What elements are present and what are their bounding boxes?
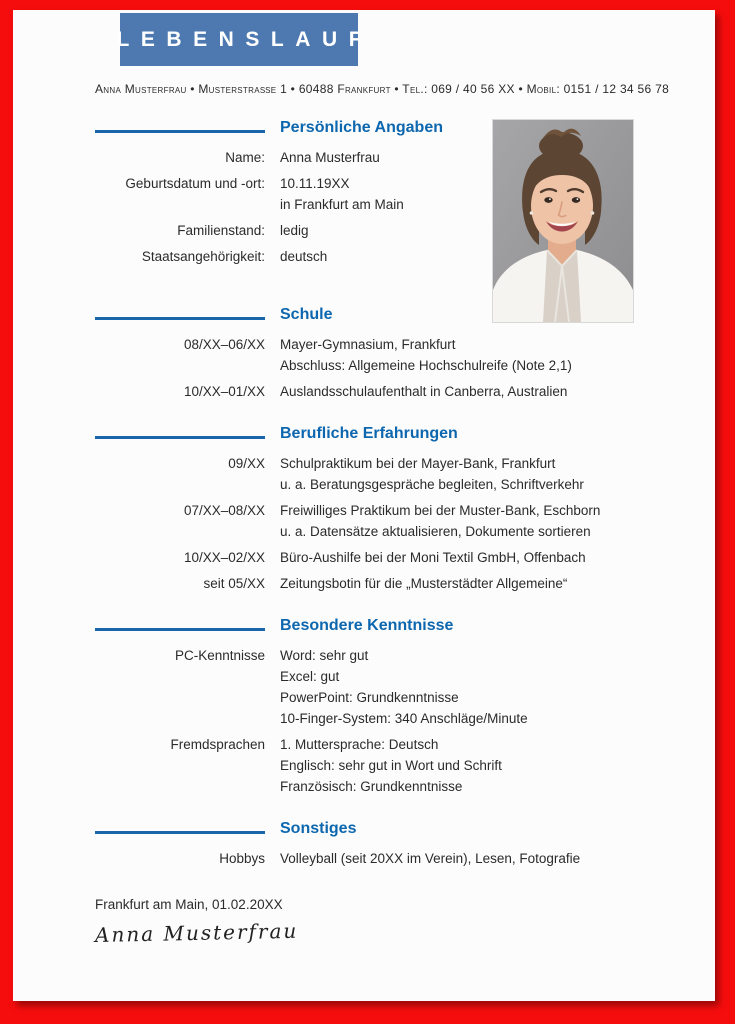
entry-label: 10/XX–01/XX	[183, 384, 265, 399]
entry-line: Excel: gut	[280, 669, 340, 684]
entry	[95, 573, 685, 594]
section-heading: Berufliche Erfahrungen	[280, 425, 458, 442]
cv-page	[13, 10, 715, 1001]
entry-label: Staatsangehörigkeit:	[141, 249, 265, 264]
entry-line: 10.11.19XX	[280, 176, 350, 191]
entry	[95, 381, 685, 402]
entry-line: in Frankfurt am Main	[280, 197, 404, 212]
entry-line: PowerPoint: Grundkenntnisse	[280, 690, 459, 705]
section-sonstiges	[95, 819, 685, 869]
entry-line: Mayer-Gymnasium, Frankfurt	[280, 337, 456, 352]
section-heading: Schule	[280, 306, 333, 323]
entry-label: 10/XX–02/XX	[183, 550, 265, 565]
entry	[95, 848, 685, 869]
entry-line: u. a. Datensätze aktualisieren, Dokumente sortieren	[280, 524, 591, 539]
entry	[95, 547, 685, 568]
section-berufliche-erfahrungen	[95, 424, 685, 594]
section-besondere-kenntnisse	[95, 616, 685, 797]
entry-line: Englisch: sehr gut in Wort und Schrift	[280, 758, 502, 773]
entry-line: Anna Musterfrau	[280, 150, 380, 165]
entry	[95, 453, 685, 495]
entry-label: 07/XX–08/XX	[183, 503, 265, 518]
section-rule	[95, 436, 265, 439]
section-rule	[95, 831, 265, 834]
footer	[95, 895, 715, 947]
section-rule	[95, 628, 265, 631]
entry-line: Büro-Aushilfe bei der Moni Textil GmbH, Offenbach	[280, 550, 586, 565]
entry	[95, 334, 685, 376]
entry	[95, 500, 685, 542]
entry-label: PC-Kenntnisse	[174, 648, 265, 663]
section-heading: Persönliche Angaben	[280, 119, 443, 136]
applicant-photo	[493, 120, 633, 322]
entry-line: 10-Finger-System: 340 Anschläge/Minute	[280, 711, 528, 726]
section-heading: Sonstiges	[280, 820, 357, 837]
entry-label: Geburtsdatum und -ort:	[125, 176, 265, 191]
page-title: LEBENSLAUF	[116, 27, 374, 51]
section-rule	[95, 317, 265, 320]
entry-line: u. a. Beratungsgespräche begleiten, Schriftverkehr	[280, 477, 584, 492]
entry-label: Hobbys	[219, 851, 265, 866]
entry-label: 09/XX	[228, 456, 265, 471]
entry	[95, 734, 685, 797]
entry-label: Name:	[225, 150, 265, 165]
entry-line: Französisch: Grundkenntnisse	[280, 779, 463, 794]
entry-line: Zeitungsbotin für die „Musterstädter Allgemeine“	[280, 576, 568, 591]
entry-label: Fremdsprachen	[170, 737, 265, 752]
entry	[95, 645, 685, 729]
entry-label: 08/XX–06/XX	[183, 337, 265, 352]
section-heading: Besondere Kenntnisse	[280, 617, 454, 634]
entry-line: Word: sehr gut	[280, 648, 369, 663]
signature: Anna Musterfrau	[94, 918, 299, 947]
entry-line: deutsch	[280, 249, 328, 264]
entry-line: Volleyball (seit 20XX im Verein), Lesen, Fotografie	[280, 851, 581, 866]
entry-label: Familienstand:	[177, 223, 265, 238]
entry-line: Abschluss: Allgemeine Hochschulreife (Note 2,1)	[280, 358, 572, 373]
entry-label: seit 05/XX	[203, 576, 265, 591]
entry-line: Freiwilliges Praktikum bei der Muster-Bank, Eschborn	[280, 503, 601, 518]
entry-line: Auslandsschulaufenthalt in Canberra, Australien	[280, 384, 568, 399]
place-date: Frankfurt am Main, 01.02.20XX	[95, 897, 283, 912]
entry-line: Schulpraktikum bei der Mayer-Bank, Frankfurt	[280, 456, 556, 471]
entry-line: ledig	[280, 223, 309, 238]
title-banner	[116, 13, 374, 66]
entry-line: 1. Muttersprache: Deutsch	[280, 737, 439, 752]
portrait-illustration	[493, 120, 633, 322]
contact-line: Anna Musterfrau • Musterstraße 1 • 60488 Frankfurt • Tel.: 069 / 40 56 XX • Mobil: 0151 / 12 34 56 78	[95, 82, 670, 96]
section-rule	[95, 130, 265, 133]
